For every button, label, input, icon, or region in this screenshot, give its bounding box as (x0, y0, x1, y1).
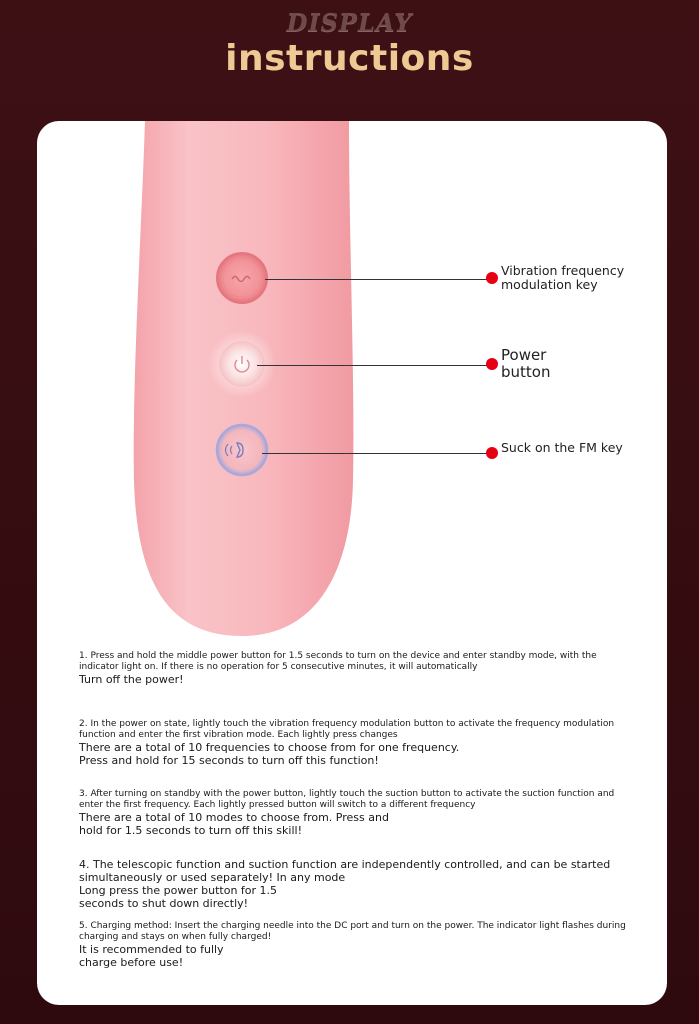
vibration-callout-line1: Vibration frequency (501, 263, 625, 278)
vibration-leader-line (265, 279, 491, 280)
device-illustration (37, 121, 667, 641)
vibration-callout-line2: modulation key (501, 276, 598, 292)
header-subtitle: DISPLAY (286, 8, 413, 37)
power-button-shape (208, 330, 276, 398)
vibration-button (217, 253, 267, 303)
power-marker-dot (486, 358, 498, 370)
instruction-5-detail: 5. Charging method: Insert the charging needle into the DC port and turn on the power. The indicator light flashes during charging and stays on when fully charged! (79, 921, 626, 942)
instruction-4-note: Long press the power button for 1.5 seconds to shut down directly! (79, 884, 278, 910)
suck-button (217, 425, 267, 475)
instruction-2 (79, 719, 639, 767)
power-callout-line1: Power (501, 346, 547, 364)
instruction-2-note: There are a total of 10 frequencies to choose from for one frequency. Press and hold for 15 seconds to turn off this function! (79, 741, 460, 767)
instruction-4 (79, 858, 639, 910)
suck-callout-line1: Suck on the FM key (501, 440, 623, 455)
instruction-3-detail: 3. After turning on standby with the power button, lightly touch the suction button to activate the suction function and enter the first frequency. Each lightly pressed button will switch to a different frequency (79, 789, 615, 810)
instruction-4-detail: 4. The telescopic function and suction function are independently controlled, and can be started simultaneously or used separately! In any mode (79, 858, 611, 884)
instruction-5-note: It is recommended to fully charge before use! (79, 943, 224, 969)
instruction-5 (79, 921, 639, 969)
power-callout-line2: button (501, 362, 551, 381)
instruction-2-detail: 2. In the power on state, lightly touch the vibration frequency modulation button to activate the frequency modulation function and enter the first vibration mode. Each lightly press changes (79, 719, 615, 740)
vibration-marker-dot (486, 272, 498, 284)
instruction-1-detail: 1. Press and hold the middle power button for 1.5 seconds to turn on the device and enter standby mode, with the indicator light on. If there is no operation for 5 consecutive minutes, it will automatically (79, 651, 597, 672)
instruction-1-note: Turn off the power! (79, 673, 184, 686)
vibration-callout (501, 264, 624, 292)
instruction-3-note: There are a total of 10 modes to choose from. Press and hold for 1.5 seconds to turn off this skill! (79, 811, 389, 837)
suck-callout (501, 441, 623, 455)
power-leader-line (257, 365, 491, 366)
power-callout (501, 347, 550, 380)
instruction-card (37, 121, 667, 1005)
instruction-1 (79, 651, 639, 686)
suck-marker-dot (486, 447, 498, 459)
instruction-3 (79, 789, 639, 837)
header-title: instructions (225, 38, 474, 79)
suck-leader-line (262, 453, 491, 454)
